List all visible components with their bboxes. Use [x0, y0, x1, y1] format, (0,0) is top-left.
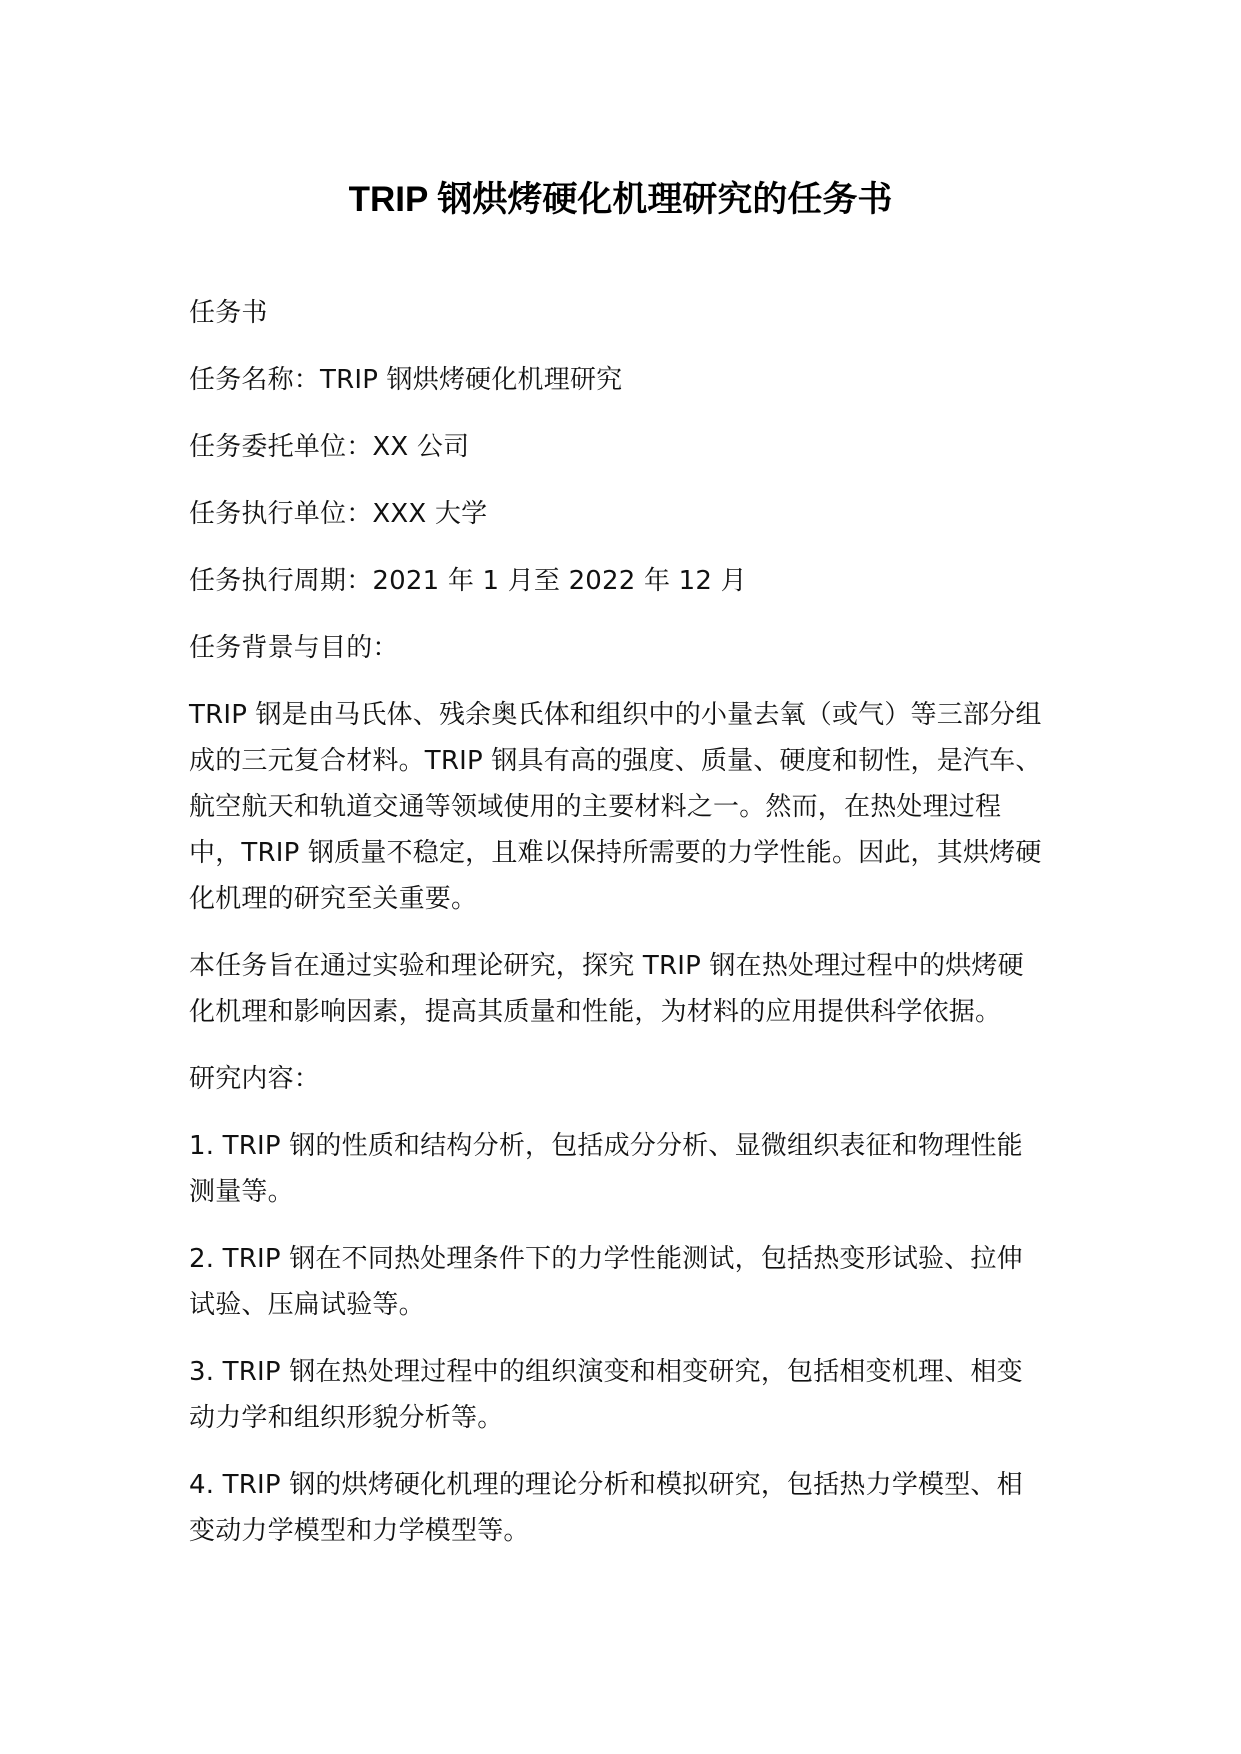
background-paragraph: TRIP 钢是由马氏体、残余奥氏体和组织中的小量去氧（或气）等三部分组成的三元复合材料。TRIP 钢具有高的强度、质量、硬度和韧性，是汽车、航空航天和轨道交通等领域使用的主要材料之一。然而，在热处理过程中，TRIP 钢质量不稳定，且难以保持所需要的力学性能。因此，其烘烤硬化机理的研究至关重要。	[189, 700, 1042, 914]
task-period-line: 任务执行周期：2021 年 1 月至 2022 年 12 月	[189, 566, 747, 596]
research-item-3: 3. TRIP 钢在热处理过程中的组织演变和相变研究，包括相变机理、相变动力学和组织形貌分析等。	[189, 1357, 1023, 1433]
document-body	[189, 290, 1049, 1575]
research-content-heading: 研究内容：	[189, 1064, 321, 1094]
research-item-1: 1. TRIP 钢的性质和结构分析，包括成分分析、显微组织表征和物理性能测量等。	[189, 1131, 1023, 1207]
research-item-2: 2. TRIP 钢在不同热处理条件下的力学性能测试，包括热变形试验、拉伸试验、压扁试验等。	[189, 1244, 1023, 1320]
heading-task-book: 任务书	[189, 298, 268, 328]
research-item-4: 4. TRIP 钢的烘烤硬化机理的理论分析和模拟研究，包括热力学模型、相变动力学模型和力学模型等。	[189, 1470, 1023, 1546]
document-title: TRIP 钢烘烤硬化机理研究的任务书	[348, 180, 893, 219]
task-executor-line: 任务执行单位：XXX 大学	[189, 499, 488, 529]
purpose-paragraph: 本任务旨在通过实验和理论研究，探究 TRIP 钢在热处理过程中的烘烤硬化机理和影响因素，提高其质量和性能，为材料的应用提供科学依据。	[189, 951, 1024, 1027]
task-client-line: 任务委托单位：XX 公司	[189, 432, 470, 462]
task-name-line: 任务名称：TRIP 钢烘烤硬化机理研究	[189, 365, 623, 395]
background-heading: 任务背景与目的：	[189, 633, 399, 663]
